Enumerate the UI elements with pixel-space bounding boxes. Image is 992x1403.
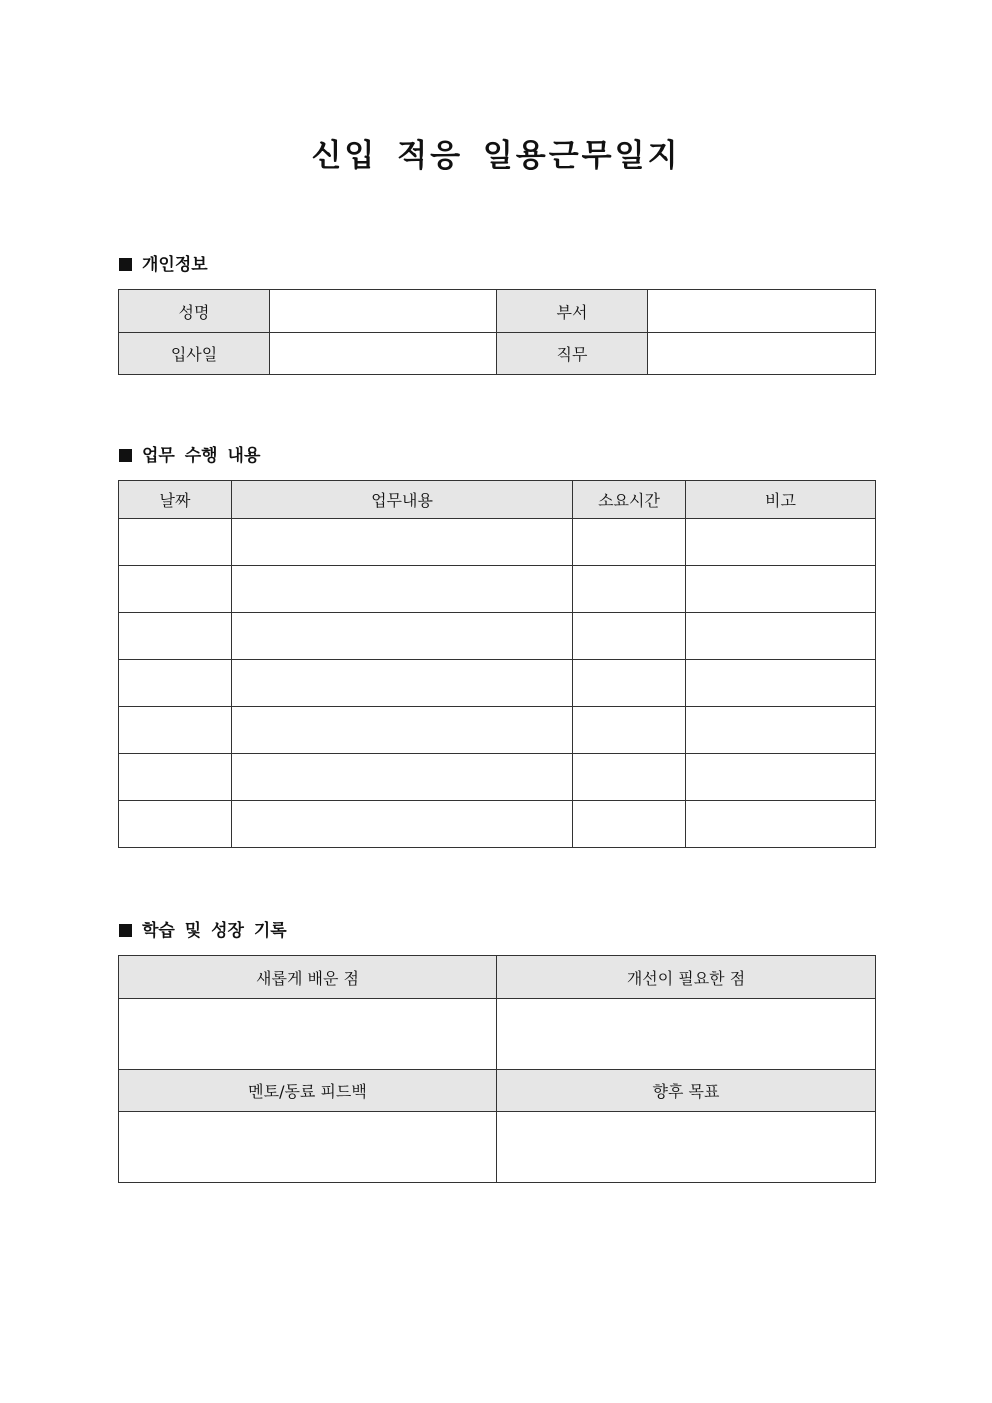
duration-cell[interactable] (573, 801, 686, 848)
feedback-label: 멘토/동료 피드백 (119, 1070, 497, 1112)
learning-table (118, 955, 876, 1183)
table-row (119, 566, 876, 613)
task-cell[interactable] (232, 519, 573, 566)
task-cell[interactable] (232, 754, 573, 801)
date-cell[interactable] (119, 801, 232, 848)
table-row (119, 613, 876, 660)
note-cell[interactable] (686, 801, 876, 848)
department-label: 부서 (497, 290, 648, 333)
table-row (119, 660, 876, 707)
table-row (119, 801, 876, 848)
date-cell[interactable] (119, 613, 232, 660)
duration-cell[interactable] (573, 707, 686, 754)
join-date-label: 입사일 (119, 333, 270, 375)
note-cell[interactable] (686, 613, 876, 660)
date-cell[interactable] (119, 566, 232, 613)
name-label: 성명 (119, 290, 270, 333)
learned-label: 새롭게 배운 점 (119, 956, 497, 999)
name-field[interactable] (270, 290, 497, 333)
duration-cell[interactable] (573, 660, 686, 707)
date-cell[interactable] (119, 707, 232, 754)
personal-info-table (118, 289, 876, 375)
section-heading-learning-text: 학습 및 성장 기록 (142, 921, 287, 941)
task-cell[interactable] (232, 660, 573, 707)
job-role-field[interactable] (648, 333, 876, 375)
duration-cell[interactable] (573, 613, 686, 660)
table-row (119, 754, 876, 801)
square-bullet-icon (119, 449, 132, 462)
duration-cell[interactable] (573, 519, 686, 566)
column-header-date: 날짜 (119, 481, 232, 519)
column-header-task: 업무내용 (232, 481, 573, 519)
table-row (119, 707, 876, 754)
improve-field[interactable] (497, 999, 876, 1070)
task-cell[interactable] (232, 613, 573, 660)
task-cell[interactable] (232, 801, 573, 848)
date-cell[interactable] (119, 754, 232, 801)
square-bullet-icon (119, 258, 132, 271)
section-heading-personal (119, 253, 208, 277)
goal-field[interactable] (497, 1112, 876, 1183)
section-heading-learning (119, 919, 287, 943)
column-header-duration: 소요시간 (573, 481, 686, 519)
section-heading-work-text: 업무 수행 내용 (142, 446, 261, 466)
task-cell[interactable] (232, 707, 573, 754)
column-header-note: 비고 (686, 481, 876, 519)
note-cell[interactable] (686, 519, 876, 566)
section-heading-personal-text: 개인정보 (142, 255, 208, 275)
job-role-label: 직무 (497, 333, 648, 375)
improve-label: 개선이 필요한 점 (497, 956, 876, 999)
date-cell[interactable] (119, 660, 232, 707)
note-cell[interactable] (686, 754, 876, 801)
work-log-table (118, 480, 876, 848)
department-field[interactable] (648, 290, 876, 333)
duration-cell[interactable] (573, 754, 686, 801)
section-heading-work (119, 444, 260, 468)
learned-field[interactable] (119, 999, 497, 1070)
goal-label: 향후 목표 (497, 1070, 876, 1112)
square-bullet-icon (119, 924, 132, 937)
date-cell[interactable] (119, 519, 232, 566)
task-cell[interactable] (232, 566, 573, 613)
note-cell[interactable] (686, 660, 876, 707)
note-cell[interactable] (686, 707, 876, 754)
table-row (119, 519, 876, 566)
join-date-field[interactable] (270, 333, 497, 375)
note-cell[interactable] (686, 566, 876, 613)
duration-cell[interactable] (573, 566, 686, 613)
feedback-field[interactable] (119, 1112, 497, 1183)
document-title: 신입 적응 일용근무일지 (311, 138, 681, 174)
